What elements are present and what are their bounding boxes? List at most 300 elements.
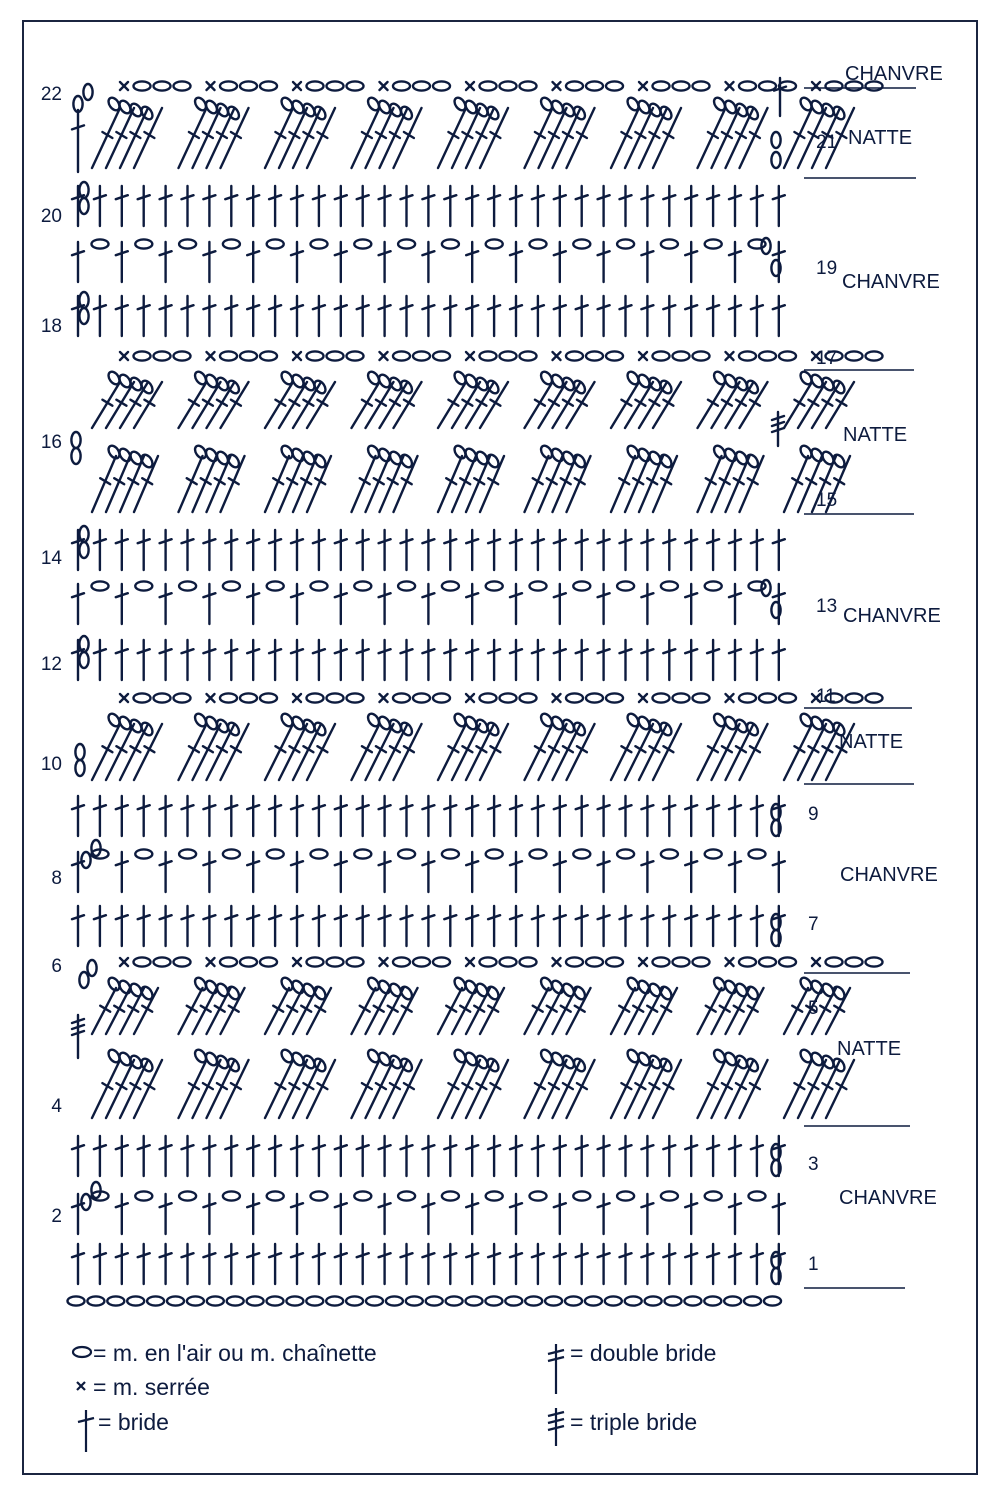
chain-stitch [530, 849, 547, 858]
treble-stitch [116, 796, 128, 836]
chain-stitch [227, 1296, 244, 1305]
legend-double-treble-text: = double bride [570, 1340, 717, 1366]
chain-stitch [127, 1296, 144, 1305]
treble-stitch [663, 640, 675, 680]
chain-stitch [759, 81, 776, 90]
single-crochet-stitch [380, 82, 388, 90]
chain-stitch [749, 1191, 766, 1200]
chain-stitch [658, 105, 673, 122]
treble-stitch [576, 530, 588, 570]
chain-stitch [240, 693, 257, 702]
treble-stitch [620, 796, 632, 836]
treble-stitch [247, 530, 259, 570]
braid-cluster [438, 96, 508, 168]
chain-stitch [739, 693, 756, 702]
chain-stitch [661, 1191, 678, 1200]
treble-stitch [576, 640, 588, 680]
braid-cluster [92, 1048, 162, 1118]
treble-stitch [773, 530, 785, 570]
treble-stitch [269, 640, 281, 680]
treble-stitch [488, 640, 500, 680]
turning-chain [83, 84, 92, 100]
chain-stitch [267, 1296, 284, 1305]
legend-triple-treble-text: = triple bride [570, 1409, 698, 1435]
treble-stitch [72, 1136, 84, 1176]
treble-stitch [576, 1136, 588, 1176]
treble-stitch [729, 584, 741, 624]
braid-cluster [698, 444, 764, 512]
single-crochet-stitch [207, 82, 215, 90]
treble-stitch [444, 796, 456, 836]
turning-chain [79, 308, 88, 324]
chain-stitch [586, 693, 603, 702]
treble-stitch [335, 640, 347, 680]
chain-stitch [327, 351, 344, 360]
chain-stitch [446, 1296, 463, 1305]
treble-stitch [466, 584, 478, 624]
chain-stitch [346, 1296, 363, 1305]
braid-cluster [525, 1048, 595, 1118]
treble-stitch [707, 530, 719, 570]
chain-stitch [220, 957, 237, 966]
chain-stitch [398, 239, 415, 248]
treble-stitch [510, 640, 522, 680]
chain-stitch [267, 239, 284, 248]
chain-stitch [606, 351, 623, 360]
triple-treble-stitch [72, 1015, 84, 1058]
treble-stitch [225, 796, 237, 836]
treble-stitch [707, 296, 719, 336]
treble-stitch [466, 242, 478, 282]
treble-stitch [401, 640, 413, 680]
treble-stitch [620, 296, 632, 336]
triple-treble-symbol-icon [548, 1408, 564, 1446]
row-number: 5 [808, 998, 819, 1019]
treble-stitch [510, 296, 522, 336]
treble-stitch [466, 852, 478, 892]
turning-chain [79, 542, 88, 558]
treble-stitch [466, 640, 478, 680]
treble-stitch [729, 530, 741, 570]
treble-stitch [466, 906, 478, 946]
chain-stitch [658, 985, 673, 1002]
chain-stitch [92, 581, 109, 590]
chain-stitch [226, 453, 241, 470]
braid-cluster [698, 370, 768, 428]
chain-stitch [347, 957, 364, 966]
treble-stitch [444, 906, 456, 946]
chain-stitch [606, 693, 623, 702]
treble-stitch [335, 530, 347, 570]
chain-stitch [485, 453, 500, 470]
treble-stitch [94, 640, 106, 680]
treble-stitch [773, 296, 785, 336]
chain-stitch [311, 581, 328, 590]
treble-stitch [620, 640, 632, 680]
treble-stitch [72, 530, 84, 570]
treble-stitch [247, 640, 259, 680]
treble-stitch [313, 530, 325, 570]
braid-cluster [352, 370, 422, 428]
treble-stitch [598, 640, 610, 680]
treble-stitch [72, 640, 84, 680]
braid-cluster [698, 976, 764, 1034]
chain-stitch [572, 985, 587, 1002]
chain-stitch [220, 693, 237, 702]
treble-stitch [379, 530, 391, 570]
treble-stitch [444, 640, 456, 680]
chain-stitch [154, 81, 171, 90]
treble-stitch [269, 1244, 281, 1284]
turning-chain [71, 448, 80, 464]
chain-stitch [658, 453, 673, 470]
treble-stitch [269, 1136, 281, 1176]
treble-stitch [685, 584, 697, 624]
treble-stitch [532, 186, 544, 226]
treble-stitch [72, 296, 84, 336]
chain-stitch [831, 985, 846, 1002]
chain-stitch [866, 693, 883, 702]
treble-stitch [444, 1244, 456, 1284]
treble-stitch [138, 1136, 150, 1176]
single-crochet-stitch [639, 82, 647, 90]
treble-stitch [685, 1244, 697, 1284]
chain-stitch [386, 1296, 403, 1305]
chain-stitch [220, 351, 237, 360]
treble-stitch [466, 1136, 478, 1176]
single-crochet-stitch [726, 82, 734, 90]
treble-stitch [510, 186, 522, 226]
treble-stitch [138, 1244, 150, 1284]
treble-stitch [641, 640, 653, 680]
row-number: 11 [816, 686, 836, 707]
braid-cluster [265, 444, 331, 512]
chain-stitch [505, 1296, 522, 1305]
chain-stitch [500, 957, 517, 966]
treble-stitch [773, 640, 785, 680]
legend-single-crochet-text: = m. serrée [93, 1374, 210, 1400]
single-crochet-stitch [207, 352, 215, 360]
treble-stitch [707, 1244, 719, 1284]
chain-stitch [312, 453, 327, 470]
chain-stitch [311, 849, 328, 858]
chain-stitch [413, 351, 430, 360]
chain-stitch [267, 849, 284, 858]
braid-cluster [92, 96, 162, 168]
treble-stitch [313, 640, 325, 680]
chain-stitch [326, 1296, 343, 1305]
row-numbers [41, 84, 837, 1275]
treble-stitch [94, 1244, 106, 1284]
braid-cluster [525, 96, 595, 168]
chain-stitch [866, 957, 883, 966]
chain-stitch [134, 81, 151, 90]
treble-stitch [203, 530, 215, 570]
chain-stitch [673, 351, 690, 360]
treble-stitch [94, 296, 106, 336]
treble-stitch [641, 530, 653, 570]
row-number: 10 [40, 754, 62, 775]
treble-stitch [291, 1244, 303, 1284]
treble-stitch [291, 186, 303, 226]
chain-stitch [480, 957, 497, 966]
chain-stitch [327, 957, 344, 966]
chain-stitch [586, 957, 603, 966]
chain-stitch [413, 693, 430, 702]
treble-stitch [357, 906, 369, 946]
treble-stitch [641, 1136, 653, 1176]
chain-stitch [653, 957, 670, 966]
chain-stitch [174, 693, 191, 702]
chain-stitch [530, 1191, 547, 1200]
treble-stitch [291, 906, 303, 946]
chain-stitch [530, 581, 547, 590]
single-crochet-stitch [120, 352, 128, 360]
chain-stitch [739, 957, 756, 966]
chain-stitch [226, 105, 241, 122]
single-crochet-stitch [120, 82, 128, 90]
chain-stitch [311, 239, 328, 248]
row-number: 7 [808, 914, 819, 935]
chain-symbol-icon [73, 1347, 91, 1357]
single-crochet-stitch [639, 352, 647, 360]
treble-stitch [598, 1194, 610, 1234]
treble-stitch [313, 296, 325, 336]
chain-stitch [485, 985, 500, 1002]
treble-stitch [116, 1244, 128, 1284]
treble-stitch [401, 530, 413, 570]
treble-stitch [773, 186, 785, 226]
treble-stitch [751, 186, 763, 226]
treble-stitch [72, 584, 84, 624]
treble-stitch [160, 906, 172, 946]
treble-stitch [444, 186, 456, 226]
treble-stitch [203, 584, 215, 624]
treble-stitch [401, 906, 413, 946]
treble-stitch [72, 796, 84, 836]
treble-stitch [401, 1136, 413, 1176]
chain-stitch [154, 693, 171, 702]
treble-stitch [554, 1136, 566, 1176]
treble-stitch [488, 530, 500, 570]
chain-stitch [223, 1191, 240, 1200]
treble-stitch [641, 186, 653, 226]
chain-stitch [831, 453, 846, 470]
braid-cluster [698, 96, 768, 168]
treble-stitch [488, 296, 500, 336]
chain-stitch [312, 985, 327, 1002]
treble-stitch [379, 640, 391, 680]
treble-stitch [269, 796, 281, 836]
chain-stitch [135, 849, 152, 858]
chain-stitch [240, 351, 257, 360]
chain-stitch [486, 239, 503, 248]
treble-stitch [269, 186, 281, 226]
treble-stitch [401, 1244, 413, 1284]
treble-stitch [422, 640, 434, 680]
chain-stitch [705, 581, 722, 590]
treble-stitch [335, 1244, 347, 1284]
chain-stitch [139, 105, 154, 122]
chain-stitch [739, 81, 756, 90]
treble-stitch [466, 296, 478, 336]
braid-cluster [265, 712, 335, 780]
treble-stitch [379, 1244, 391, 1284]
chain-stitch [134, 351, 151, 360]
chain-stitch [267, 1191, 284, 1200]
braid-cluster [611, 712, 681, 780]
section-label: NATTE [848, 127, 913, 149]
treble-stitch [510, 1136, 522, 1176]
section-label: CHANVRE [840, 864, 938, 886]
braid-cluster [179, 96, 249, 168]
treble-stitch [291, 1194, 303, 1234]
treble-stitch [401, 796, 413, 836]
treble-stitch [576, 796, 588, 836]
treble-stitch [291, 530, 303, 570]
treble-stitch [247, 1244, 259, 1284]
treble-stitch [576, 296, 588, 336]
treble-stitch [357, 296, 369, 336]
chain-stitch [673, 957, 690, 966]
section-label: CHANVRE [845, 63, 943, 85]
treble-stitch [313, 1244, 325, 1284]
braid-cluster [92, 712, 162, 780]
treble-stitch [247, 796, 259, 836]
chain-stitch [500, 351, 517, 360]
braid-cluster [611, 444, 677, 512]
braid-cluster [438, 370, 508, 428]
chain-stitch [307, 351, 324, 360]
chain-stitch [585, 1296, 602, 1305]
braid-cluster [438, 444, 504, 512]
treble-stitch [225, 1244, 237, 1284]
chain-stitch [573, 1191, 590, 1200]
chain-stitch [645, 1296, 662, 1305]
treble-stitch [225, 296, 237, 336]
treble-stitch [663, 906, 675, 946]
chain-stitch [566, 957, 583, 966]
treble-stitch [554, 584, 566, 624]
chain-stitch [207, 1296, 224, 1305]
treble-stitch [510, 906, 522, 946]
treble-stitch [707, 906, 719, 946]
treble-stitch [620, 186, 632, 226]
treble-stitch [751, 906, 763, 946]
chain-stitch [307, 693, 324, 702]
treble-stitch [94, 186, 106, 226]
chain-stitch [759, 957, 776, 966]
chain-stitch [466, 1296, 483, 1305]
treble-stitch [598, 1136, 610, 1176]
chain-stitch [653, 351, 670, 360]
treble-stitch [685, 796, 697, 836]
chain-stitch [307, 81, 324, 90]
treble-stitch [532, 906, 544, 946]
chain-stitch [826, 957, 843, 966]
treble-stitch [72, 186, 84, 226]
treble-stitch [116, 906, 128, 946]
row-number: 6 [51, 956, 62, 977]
treble-stitch [641, 242, 653, 282]
treble-stitch [422, 906, 434, 946]
treble-stitch [641, 1194, 653, 1234]
turning-chain [75, 744, 84, 760]
chain-stitch [433, 693, 450, 702]
treble-stitch [116, 530, 128, 570]
braid-cluster [352, 444, 418, 512]
treble-stitch [269, 906, 281, 946]
chain-stitch [485, 1296, 502, 1305]
treble-stitch [620, 1136, 632, 1176]
braid-cluster [265, 370, 335, 428]
treble-stitch [313, 186, 325, 226]
chain-stitch [179, 581, 196, 590]
chain-stitch [779, 957, 796, 966]
treble-stitch [554, 186, 566, 226]
chain-stitch [398, 849, 415, 858]
chain-stitch [406, 1296, 423, 1305]
treble-stitch [488, 906, 500, 946]
single-crochet-stitch [120, 694, 128, 702]
treble-stitch [357, 1136, 369, 1176]
treble-stitch [357, 796, 369, 836]
chain-stitch [572, 453, 587, 470]
treble-stitch [72, 906, 84, 946]
braid-cluster [525, 712, 595, 780]
chain-stitch [260, 81, 277, 90]
treble-stitch [422, 796, 434, 836]
chain-stitch [745, 985, 760, 1002]
treble-stitch [225, 906, 237, 946]
treble-stitch [335, 852, 347, 892]
row-number: 19 [816, 258, 838, 279]
treble-stitch [685, 530, 697, 570]
treble-stitch [422, 584, 434, 624]
treble-stitch [116, 1194, 128, 1234]
chain-stitch [426, 1296, 443, 1305]
treble-stitch [138, 530, 150, 570]
treble-stitch [751, 1244, 763, 1284]
chain-stitch [174, 957, 191, 966]
treble-stitch [598, 796, 610, 836]
single-crochet-stitch [639, 958, 647, 966]
chain-stitch [704, 1296, 721, 1305]
treble-stitch [641, 584, 653, 624]
treble-stitch [510, 584, 522, 624]
chain-stitch [354, 581, 371, 590]
row-number: 12 [40, 654, 62, 675]
treble-stitch [203, 1194, 215, 1234]
chain-stitch [223, 849, 240, 858]
treble-stitch [160, 796, 172, 836]
treble-stitch [532, 530, 544, 570]
turning-chain [91, 840, 100, 856]
treble-stitch [663, 186, 675, 226]
chain-stitch [545, 1296, 562, 1305]
treble-stitch [116, 242, 128, 282]
treble-stitch [72, 1244, 84, 1284]
treble-stitch [729, 186, 741, 226]
row-number: 21 [816, 132, 838, 153]
treble-stitch [247, 584, 259, 624]
treble-stitch [510, 1244, 522, 1284]
chain-stitch [826, 81, 843, 90]
treble-stitch [291, 242, 303, 282]
chain-stitch [573, 849, 590, 858]
chain-stitch [661, 239, 678, 248]
section-label: NATTE [843, 424, 908, 446]
